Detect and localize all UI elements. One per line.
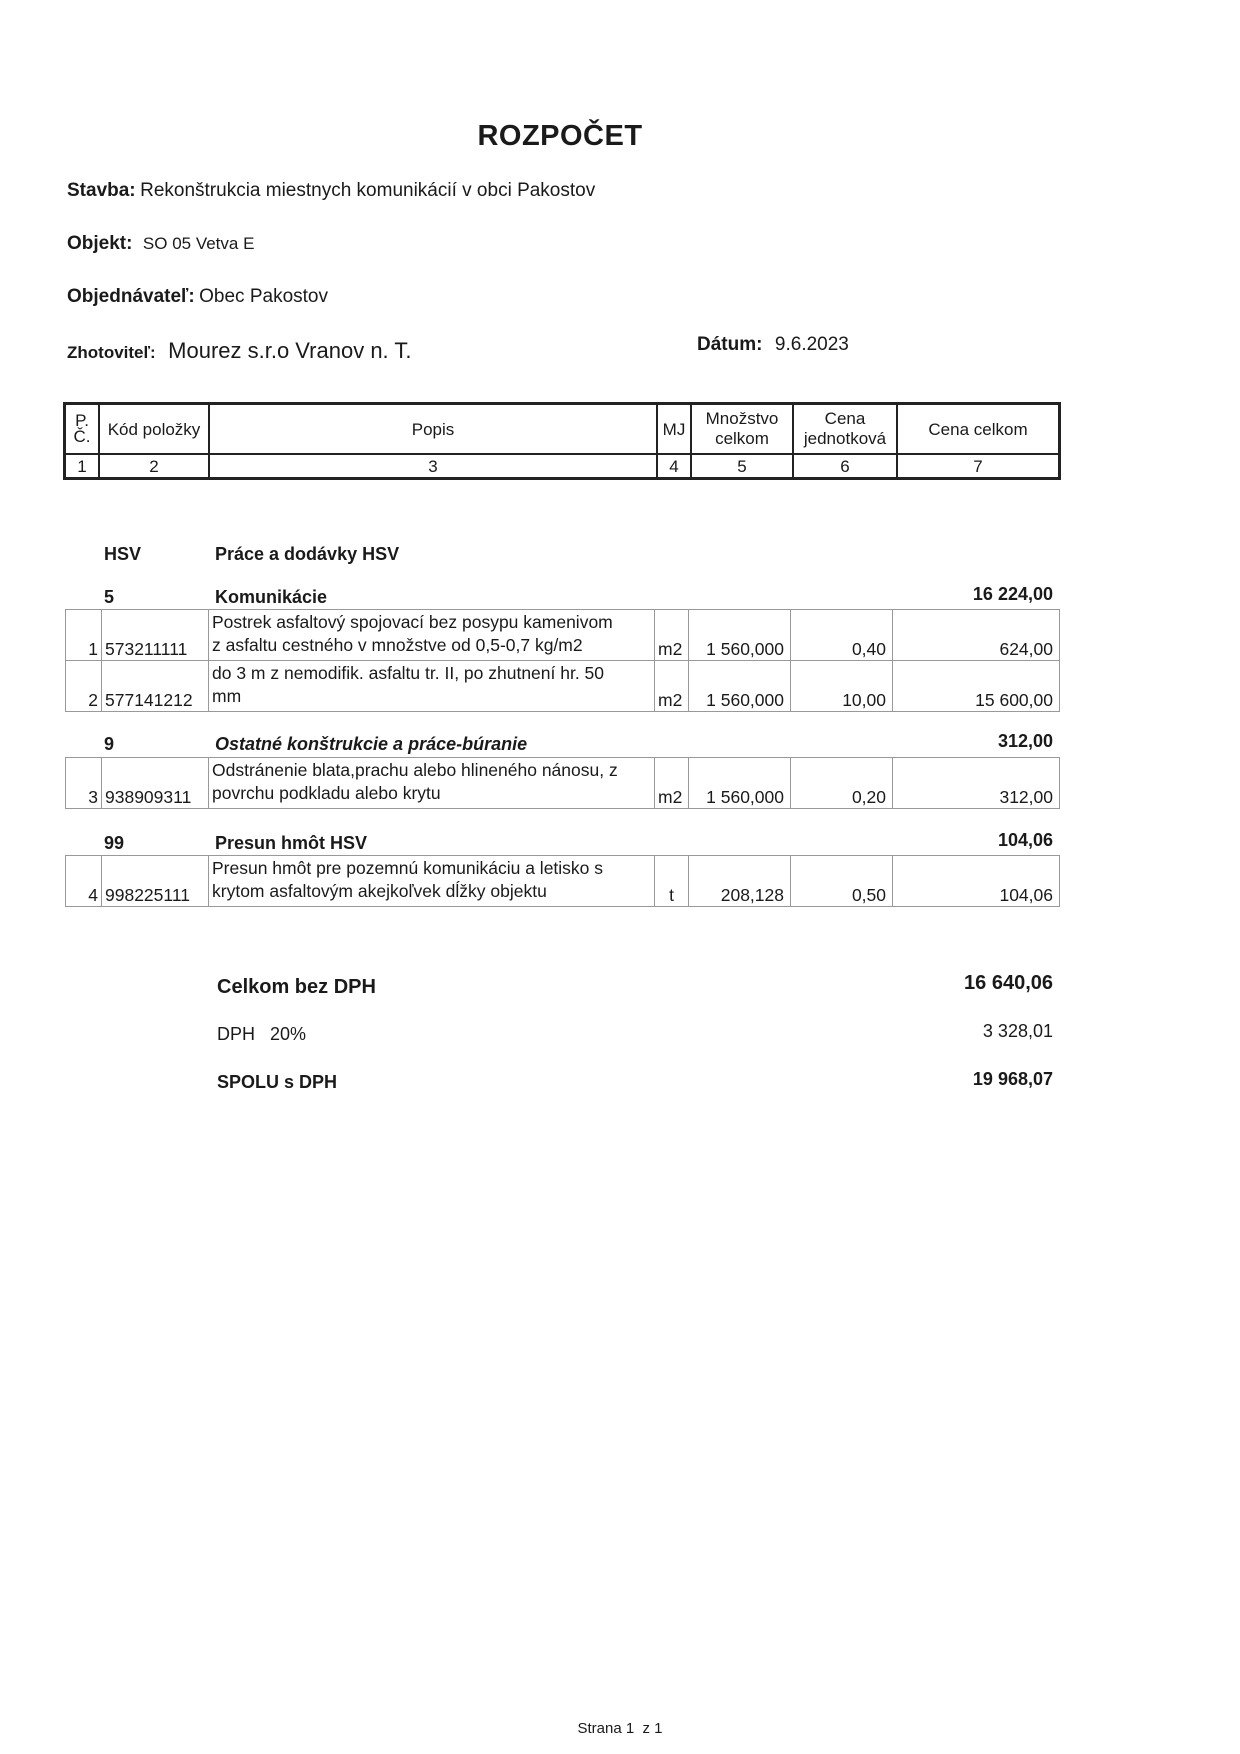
item-cena-celkom: 624,00: [893, 610, 1060, 661]
summary-spolu-label: SPOLU s DPH: [217, 1072, 338, 1092]
header-cena-jednotkova: Cena jednotková: [793, 404, 897, 455]
item-pc: 1: [66, 610, 102, 661]
header-num: 6: [793, 454, 897, 479]
document-title: ROZPOČET: [477, 120, 643, 152]
item-kod: 573211111: [102, 610, 209, 661]
header-num: 3: [209, 454, 657, 479]
zhotovitel-value: Mourez s.r.o Vranov n. T.: [168, 338, 412, 363]
item-cena-jednotkova: 10,00: [791, 661, 893, 712]
header-mnozstvo: Množstvo celkom: [691, 404, 793, 455]
item-kod: 938909311: [102, 758, 209, 809]
section-name: Komunikácie: [215, 587, 328, 607]
item-mj: m2: [655, 758, 689, 809]
section-name: Presun hmôt HSV: [215, 833, 368, 853]
header-kod: Kód položky: [99, 404, 209, 455]
item-mnozstvo: 1 560,000: [689, 661, 791, 712]
item-mj: m2: [655, 661, 689, 712]
section-total: 16 224,00: [972, 584, 1053, 604]
item-pc: 3: [66, 758, 102, 809]
objekt-row: [67, 233, 254, 255]
summary-dph-label: DPH 20%: [217, 1024, 307, 1044]
hsv-code: HSV: [104, 544, 142, 564]
item-cena-jednotkova: 0,50: [791, 856, 893, 907]
hsv-name: Práce a dodávky HSV: [215, 544, 400, 564]
item-cena-jednotkova: 0,20: [791, 758, 893, 809]
table-row: [66, 661, 1060, 712]
section-code: 9: [104, 734, 115, 754]
objednavatel-value: Obec Pakostov: [199, 286, 328, 307]
section-total: 312,00: [997, 731, 1053, 751]
header-num: 4: [657, 454, 691, 479]
item-popis: Presun hmôt pre pozemnú komunikáciu a letisko s krytom asfaltovým akejkoľvek dĺžky objektu: [209, 856, 655, 907]
section-code: 5: [104, 587, 115, 607]
item-mnozstvo: 208,128: [689, 856, 791, 907]
header-num: 5: [691, 454, 793, 479]
datum-label: Dátum:: [697, 334, 763, 355]
summary-bez-dph-value: 16 640,06: [964, 972, 1053, 994]
header-cena-celkom: Cena celkom: [897, 404, 1060, 455]
header-table: [63, 402, 1061, 480]
section-items-table: [65, 609, 1060, 712]
summary-dph-value: 3 328,01: [982, 1021, 1053, 1041]
item-cena-celkom: 15 600,00: [893, 661, 1060, 712]
page-footer: Strana 1 z 1: [577, 1720, 663, 1737]
stavba-row: [67, 180, 595, 202]
table-row: [66, 758, 1060, 809]
item-popis: Postrek asfaltový spojovací bez posypu kamenivom z asfaltu cestného v množstve od 0,5-0,7 kg/m2: [209, 610, 655, 661]
objednavatel-row: [67, 286, 328, 308]
summary-spolu-value: 19 968,07: [972, 1069, 1053, 1089]
objekt-label: Objekt:: [67, 233, 133, 254]
item-kod: 998225111: [102, 856, 209, 907]
item-popis: Odstránenie blata,prachu alebo hlineného nánosu, z povrchu podkladu alebo krytu: [209, 758, 655, 809]
section-name: Ostatné konštrukcie a práce-búranie: [215, 734, 528, 754]
datum-row: [697, 334, 849, 356]
header-num: 2: [99, 454, 209, 479]
header-pc: P. Č.: [65, 404, 100, 455]
section-items-table: [65, 757, 1060, 809]
item-mnozstvo: 1 560,000: [689, 610, 791, 661]
header-num: 7: [897, 454, 1060, 479]
stavba-value: Rekonštrukcia miestnych komunikácií v obci Pakostov: [140, 180, 596, 201]
item-mj: m2: [655, 610, 689, 661]
table-row: [66, 856, 1060, 907]
zhotovitel-label: Zhotoviteľ:: [67, 343, 156, 362]
header-num: 1: [65, 454, 100, 479]
stavba-label: Stavba:: [67, 180, 136, 201]
item-cena-jednotkova: 0,40: [791, 610, 893, 661]
section-items-table: [65, 855, 1060, 907]
header-popis: Popis: [209, 404, 657, 455]
item-cena-celkom: 104,06: [893, 856, 1060, 907]
item-popis: do 3 m z nemodifik. asfaltu tr. II, po zhutnení hr. 50 mm: [209, 661, 655, 712]
item-pc: 4: [66, 856, 102, 907]
section-total: 104,06: [997, 830, 1053, 850]
section-code: 99: [104, 833, 125, 853]
item-kod: 577141212: [102, 661, 209, 712]
objekt-value: SO 05 Vetva E: [142, 234, 255, 253]
zhotovitel-row: [67, 338, 412, 364]
item-pc: 2: [66, 661, 102, 712]
objednavatel-label: Objednávateľ:: [67, 286, 195, 307]
table-row: [66, 610, 1060, 661]
item-mj: t: [655, 856, 689, 907]
datum-value: 9.6.2023: [774, 334, 849, 355]
header-mj: MJ: [657, 404, 691, 455]
summary-bez-dph-label: Celkom bez DPH: [217, 976, 376, 998]
item-mnozstvo: 1 560,000: [689, 758, 791, 809]
item-cena-celkom: 312,00: [893, 758, 1060, 809]
